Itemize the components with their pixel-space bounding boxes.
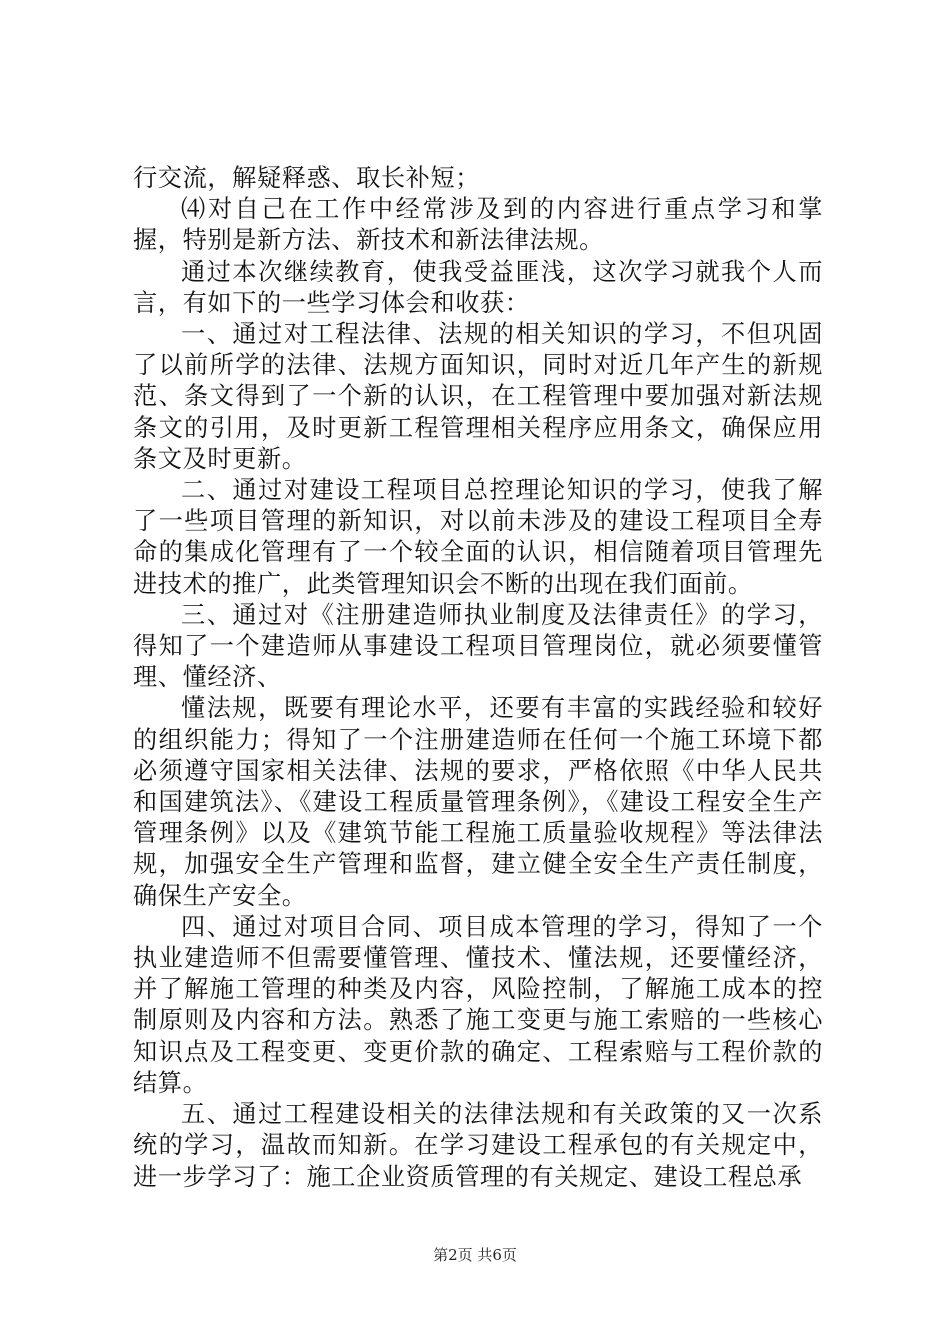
paragraph-point-5: 五、通过工程建设相关的法律法规和有关政策的又一次系统的学习，温故而知新。在学习建设工程承包的有关规定中，进一步学习了：施工企业资质管理的有关规定、建设工程总承 xyxy=(133,1100,823,1191)
paragraph-point-2: 二、通过对建设工程项目总控理论知识的学习，使我了解了一些项目管理的新知识，对以前未涉及的建设工程项目全寿命的集成化管理有了一个较全面的认识，相信随着项目管理先进技术的推广，此类管理知识会不断的出现在我们面前。 xyxy=(133,476,823,598)
paragraph-item-4: ⑷对自己在工作中经常涉及到的内容进行重点学习和掌握，特别是新方法、新技术和新法律法规。 xyxy=(133,195,823,255)
paragraph-point-4: 四、通过对项目合同、项目成本管理的学习，得知了一个执业建造师不但需要懂管理、懂技术、懂法规，还要懂经济，并了解施工管理的种类及内容，风险控制，了解施工成本的控制原则及内容和方法。熟悉了施工变更与施工索赔的一些核心知识点及工程变更、变更价款的确定、工程索赔与工程价款的结算。 xyxy=(133,912,823,1097)
document-body xyxy=(133,163,823,1193)
page-number: 第2页 共6页 xyxy=(433,1246,517,1264)
paragraph-point-1: 一、通过对工程法律、法规的相关知识的学习，不但巩固了以前所学的法律、法规方面知识，同时对近几年产生的新规范、条文得到了一个新的认识，在工程管理中要加强对新法规条文的引用，及时更新工程管理相关程序应用条文，确保应用条文及时更新。 xyxy=(133,320,823,473)
paragraph-intro: 通过本次继续教育，使我受益匪浅，这次学习就我个人而言，有如下的一些学习体会和收获： xyxy=(133,257,823,317)
paragraph-continuation: 行交流，解疑释惑、取长补短； xyxy=(133,164,481,192)
page-footer xyxy=(0,1244,950,1265)
paragraph-point-3: 三、通过对《注册建造师执业制度及法律责任》的学习，得知了一个建造师从事建设工程项目管理岗位，就必须要懂管理、懂经济、 xyxy=(133,600,823,692)
paragraph-point-3-continued: 懂法规，既要有理论水平，还要有丰富的实践经验和较好的组织能力；得知了一个注册建造师在任何一个施工环境下都必须遵守国家相关法律、法规的要求，严格依照《中华人民共和国建筑法》、《建设工程质量管理条例》，《建设工程安全生产管理条例》以及《建筑节能工程施工质量验收规程》等法律法规，加强安全生产管理和监督，建立健全安全生产责任制度，确保生产安全。 xyxy=(133,694,823,910)
